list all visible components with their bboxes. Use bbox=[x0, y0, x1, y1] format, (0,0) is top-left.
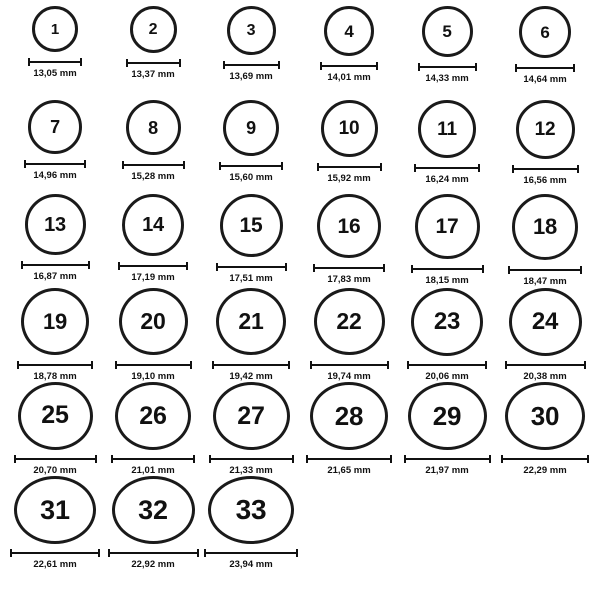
diameter-value: 22,92 mm bbox=[131, 559, 175, 570]
ring-circle bbox=[408, 382, 487, 450]
diameter-measure-bar bbox=[508, 265, 582, 274]
diameter-measure-bar bbox=[317, 162, 382, 171]
ring-size-cell bbox=[202, 100, 300, 194]
ring-circle bbox=[32, 6, 78, 52]
diameter-measure-bar bbox=[209, 455, 294, 463]
ring-circle bbox=[505, 382, 585, 450]
measure-line bbox=[28, 58, 82, 66]
ring-size-number: 13 bbox=[44, 213, 66, 236]
ring-size-cell bbox=[6, 194, 104, 288]
ring-circle bbox=[130, 6, 177, 53]
ring-size-cell bbox=[202, 288, 300, 382]
ring-size-number: 22 bbox=[336, 308, 362, 335]
diameter-measure-bar bbox=[411, 264, 484, 273]
ring-circle bbox=[314, 288, 385, 355]
measure-line bbox=[306, 455, 392, 463]
diameter-measure-bar bbox=[21, 260, 90, 269]
ring-size-cell bbox=[496, 100, 594, 194]
diameter-measure-bar bbox=[212, 360, 290, 369]
ring-size-number: 28 bbox=[334, 401, 364, 431]
diameter-measure-bar bbox=[320, 61, 378, 70]
diameter-measure-bar bbox=[219, 161, 283, 170]
ring-circle bbox=[14, 476, 96, 544]
ring-size-number: 7 bbox=[50, 117, 60, 137]
ring-size-cell bbox=[202, 6, 300, 100]
diameter-value: 19,74 mm bbox=[327, 371, 371, 382]
ring-size-cell bbox=[300, 194, 398, 288]
ring-size-cell bbox=[202, 194, 300, 288]
ring-size-number: 5 bbox=[442, 22, 452, 41]
diameter-measure-bar bbox=[14, 455, 97, 463]
ring-size-number: 10 bbox=[338, 118, 360, 139]
ring-circle bbox=[223, 100, 279, 156]
ring-circle bbox=[418, 100, 476, 158]
ring-circle bbox=[324, 6, 374, 56]
ring-size-cell bbox=[6, 100, 104, 194]
ring-size-number: 25 bbox=[41, 401, 69, 430]
ring-size-cell bbox=[6, 382, 104, 476]
diameter-value: 23,94 mm bbox=[229, 559, 273, 570]
measure-line bbox=[115, 361, 192, 369]
ring-circle bbox=[422, 6, 473, 57]
ring-circle bbox=[18, 382, 93, 450]
diameter-measure-bar bbox=[501, 455, 589, 463]
diameter-measure-bar bbox=[306, 455, 392, 463]
ring-size-number: 21 bbox=[238, 308, 264, 335]
ring-circle bbox=[25, 194, 86, 255]
ring-size-number: 9 bbox=[246, 118, 256, 138]
ring-size-grid bbox=[0, 6, 600, 570]
measure-line bbox=[14, 455, 97, 463]
ring-size-number: 4 bbox=[344, 21, 354, 41]
ring-circle bbox=[317, 194, 381, 258]
ring-size-number: 1 bbox=[50, 20, 60, 38]
ring-size-number: 20 bbox=[140, 308, 166, 335]
measure-line bbox=[108, 549, 199, 557]
diameter-value: 14,01 mm bbox=[327, 72, 371, 83]
ring-circle bbox=[216, 288, 286, 355]
diameter-value: 20,38 mm bbox=[523, 371, 567, 382]
measure-line bbox=[317, 163, 382, 171]
ring-circle bbox=[220, 194, 283, 257]
ring-circle bbox=[213, 382, 290, 450]
diameter-value: 16,87 mm bbox=[33, 271, 77, 282]
diameter-measure-bar bbox=[515, 63, 575, 72]
ring-circle bbox=[415, 194, 480, 259]
measure-line bbox=[209, 455, 294, 463]
measure-line bbox=[418, 63, 477, 71]
diameter-value: 15,60 mm bbox=[229, 172, 273, 183]
diameter-value: 21,33 mm bbox=[229, 465, 273, 476]
diameter-measure-bar bbox=[404, 455, 491, 463]
diameter-value: 20,70 mm bbox=[33, 465, 77, 476]
diameter-value: 18,47 mm bbox=[523, 276, 567, 287]
ring-circle bbox=[310, 382, 388, 450]
ring-circle bbox=[512, 194, 578, 260]
ring-size-cell bbox=[398, 288, 496, 382]
diameter-value: 17,51 mm bbox=[229, 273, 273, 284]
measure-line bbox=[122, 161, 185, 169]
ring-size-number: 26 bbox=[139, 401, 167, 430]
diameter-value: 21,65 mm bbox=[327, 465, 371, 476]
ring-size-number: 29 bbox=[432, 401, 462, 431]
diameter-value: 13,05 mm bbox=[33, 68, 77, 79]
measure-line bbox=[414, 164, 480, 172]
diameter-value: 15,92 mm bbox=[327, 173, 371, 184]
diameter-value: 19,42 mm bbox=[229, 371, 273, 382]
diameter-measure-bar bbox=[204, 549, 298, 557]
ring-size-cell bbox=[496, 6, 594, 100]
diameter-measure-bar bbox=[310, 360, 389, 369]
ring-circle bbox=[28, 100, 82, 154]
ring-size-number: 6 bbox=[540, 22, 550, 42]
diameter-value: 14,96 mm bbox=[33, 170, 77, 181]
measure-line bbox=[320, 62, 378, 70]
diameter-value: 22,29 mm bbox=[523, 465, 567, 476]
ring-size-number: 24 bbox=[531, 307, 559, 335]
ring-size-cell bbox=[6, 288, 104, 382]
ring-size-number: 27 bbox=[237, 401, 265, 430]
measure-line bbox=[505, 361, 586, 369]
measure-line bbox=[512, 165, 579, 173]
ring-size-number: 30 bbox=[530, 401, 560, 431]
ring-size-cell bbox=[104, 288, 202, 382]
diameter-measure-bar bbox=[418, 62, 477, 71]
ring-size-cell bbox=[398, 194, 496, 288]
diameter-value: 19,10 mm bbox=[131, 371, 175, 382]
diameter-value: 16,56 mm bbox=[523, 175, 567, 186]
diameter-value: 22,61 mm bbox=[33, 559, 77, 570]
measure-line bbox=[411, 265, 484, 273]
ring-size-number: 17 bbox=[435, 215, 459, 238]
diameter-measure-bar bbox=[122, 160, 185, 169]
ring-circle bbox=[411, 288, 483, 356]
measure-line bbox=[508, 266, 582, 274]
ring-size-cell bbox=[300, 6, 398, 100]
ring-circle bbox=[519, 6, 571, 58]
diameter-value: 13,37 mm bbox=[131, 69, 175, 80]
measure-line bbox=[10, 549, 100, 557]
measure-line bbox=[515, 64, 575, 72]
diameter-measure-bar bbox=[223, 60, 280, 69]
ring-size-cell bbox=[104, 382, 202, 476]
ring-size-cell bbox=[104, 6, 202, 100]
ring-size-cell bbox=[398, 382, 496, 476]
measure-line bbox=[501, 455, 589, 463]
ring-circle bbox=[119, 288, 188, 355]
measure-line bbox=[17, 361, 93, 369]
ring-size-cell bbox=[104, 194, 202, 288]
ring-size-number: 16 bbox=[337, 214, 361, 238]
measure-line bbox=[126, 59, 181, 67]
diameter-measure-bar bbox=[111, 455, 195, 463]
diameter-value: 21,97 mm bbox=[425, 465, 469, 476]
diameter-value: 16,24 mm bbox=[425, 174, 469, 185]
diameter-measure-bar bbox=[10, 549, 100, 557]
diameter-measure-bar bbox=[407, 361, 487, 369]
measure-line bbox=[111, 455, 195, 463]
diameter-measure-bar bbox=[17, 360, 93, 369]
ring-size-cell bbox=[6, 6, 104, 100]
ring-size-number: 19 bbox=[42, 308, 68, 334]
ring-size-number: 18 bbox=[532, 214, 558, 239]
diameter-value: 17,83 mm bbox=[327, 274, 371, 285]
diameter-measure-bar bbox=[414, 163, 480, 172]
diameter-measure-bar bbox=[505, 361, 586, 369]
ring-size-cell bbox=[398, 6, 496, 100]
ring-circle bbox=[122, 194, 184, 256]
diameter-measure-bar bbox=[115, 360, 192, 369]
measure-line bbox=[118, 262, 188, 270]
ring-circle bbox=[227, 6, 276, 55]
ring-circle bbox=[516, 100, 575, 159]
ring-size-number: 33 bbox=[235, 494, 267, 525]
ring-size-number: 23 bbox=[433, 307, 461, 335]
ring-size-cell bbox=[300, 288, 398, 382]
ring-size-cell bbox=[104, 100, 202, 194]
ring-size-cell bbox=[300, 382, 398, 476]
diameter-measure-bar bbox=[24, 159, 86, 168]
measure-line bbox=[204, 549, 298, 557]
diameter-measure-bar bbox=[313, 263, 385, 272]
ring-size-number: 8 bbox=[148, 117, 158, 138]
diameter-value: 21,01 mm bbox=[131, 465, 175, 476]
ring-size-number: 11 bbox=[437, 118, 457, 140]
ring-size-cell bbox=[496, 382, 594, 476]
ring-circle bbox=[321, 100, 378, 157]
measure-line bbox=[21, 261, 90, 269]
ring-size-cell bbox=[300, 100, 398, 194]
ring-circle bbox=[21, 288, 89, 355]
diameter-measure-bar bbox=[118, 261, 188, 270]
ring-size-number: 3 bbox=[246, 21, 256, 39]
ring-size-number: 31 bbox=[40, 494, 70, 525]
ring-size-number: 14 bbox=[142, 214, 164, 236]
ring-size-number: 15 bbox=[239, 214, 263, 237]
diameter-value: 15,28 mm bbox=[131, 171, 175, 182]
measure-line bbox=[212, 361, 290, 369]
diameter-measure-bar bbox=[28, 57, 82, 66]
diameter-value: 18,15 mm bbox=[425, 275, 469, 286]
measure-line bbox=[219, 162, 283, 170]
ring-size-cell bbox=[496, 288, 594, 382]
ring-size-cell bbox=[104, 476, 202, 570]
ring-size-cell bbox=[202, 476, 300, 570]
ring-circle bbox=[112, 476, 195, 544]
ring-size-cell bbox=[496, 194, 594, 288]
ring-size-cell bbox=[398, 100, 496, 194]
ring-circle bbox=[509, 288, 582, 356]
measure-line bbox=[407, 361, 487, 369]
ring-size-cell bbox=[202, 382, 300, 476]
ring-size-number: 12 bbox=[534, 119, 556, 140]
ring-circle bbox=[208, 476, 294, 544]
diameter-measure-bar bbox=[216, 262, 287, 271]
measure-line bbox=[313, 264, 385, 272]
measure-line bbox=[24, 160, 86, 168]
ring-size-number: 32 bbox=[138, 494, 168, 525]
diameter-value: 20,06 mm bbox=[425, 371, 469, 382]
diameter-value: 13,69 mm bbox=[229, 71, 273, 82]
diameter-value: 14,64 mm bbox=[523, 74, 567, 85]
diameter-measure-bar bbox=[108, 549, 199, 557]
ring-circle bbox=[115, 382, 191, 450]
diameter-value: 17,19 mm bbox=[131, 272, 175, 283]
measure-line bbox=[216, 263, 287, 271]
measure-line bbox=[223, 61, 280, 69]
diameter-value: 18,78 mm bbox=[33, 371, 77, 382]
diameter-value: 14,33 mm bbox=[425, 73, 469, 84]
measure-line bbox=[310, 361, 389, 369]
diameter-measure-bar bbox=[126, 58, 181, 67]
ring-size-number: 2 bbox=[148, 20, 158, 38]
ring-size-cell bbox=[6, 476, 104, 570]
diameter-measure-bar bbox=[512, 164, 579, 173]
measure-line bbox=[404, 455, 491, 463]
ring-circle bbox=[126, 100, 181, 155]
